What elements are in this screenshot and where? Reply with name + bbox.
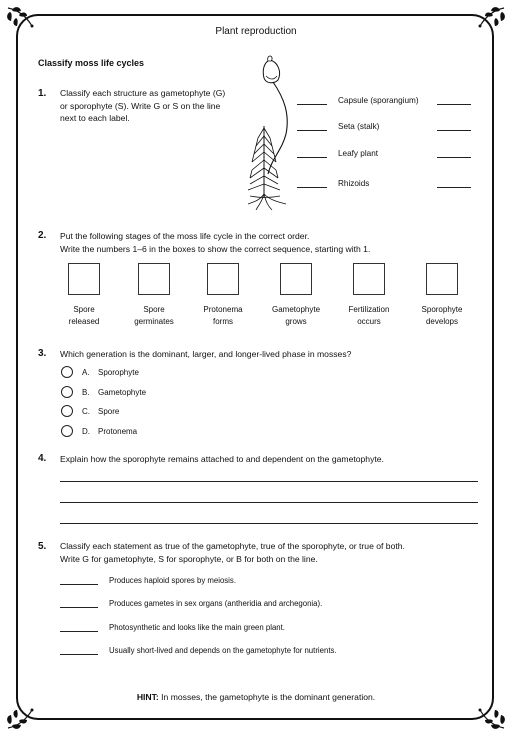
q3-option-letter: B. [82, 388, 90, 397]
stage-label: Fertilization occurs [348, 305, 390, 326]
q1-text: Classify each structure as gametophyte (G) or sporophyte (S). Write G or S on the line next to each label. [60, 88, 226, 123]
q5-answer-line-4[interactable] [60, 654, 98, 655]
section-title: Classify moss life cycles [38, 58, 145, 68]
q3-option-letter: A. [82, 368, 90, 377]
sequence-box-1[interactable] [68, 263, 100, 295]
q3-option-text: Spore [98, 407, 120, 416]
hint [0, 692, 512, 702]
q3-option-b-radio[interactable] [61, 386, 73, 398]
q3-option-c-radio[interactable] [61, 405, 73, 417]
q3-option-text: Sporophyte [98, 368, 139, 377]
sequence-box-6[interactable] [426, 263, 458, 295]
q2-number: 2. [38, 230, 47, 241]
q5-answer-line-1[interactable] [60, 584, 98, 585]
corner-ornament-bottom-left [4, 698, 38, 732]
q1-answer-line-4[interactable] [437, 187, 471, 188]
stage-label: Sporophyte develops [421, 305, 463, 326]
q3-option-d-radio[interactable] [61, 425, 73, 437]
q5-text: Classify each statement as true of the gametophyte, true of the sporophyte, or true of both. Write G for gametophyte, S for sporophyte, or B for both on the line. [60, 541, 405, 564]
q4-answer-line-2[interactable] [60, 502, 478, 503]
stage-label: Spore released [68, 305, 100, 326]
q5-answer-line-2[interactable] [60, 607, 98, 608]
q1-answer-line-left-1[interactable] [297, 104, 327, 105]
q3-option-text: Protonema [98, 427, 138, 436]
q5-statement: Photosynthetic and looks like the main green plant. [109, 623, 285, 632]
page-title: Plant reproduction [215, 26, 297, 37]
q5-answer-line-3[interactable] [60, 631, 98, 632]
q1-answer-line-left-4[interactable] [297, 187, 327, 188]
q4-text: Explain how the sporophyte remains attached to and dependent on the gametophyte. [60, 454, 384, 464]
moss-illustration [240, 54, 300, 214]
q5-statement: Produces haploid spores by meiosis. [109, 576, 236, 585]
q2-text: Put the following stages of the moss life cycle in the correct order. Write the numbers 1–6 in the boxes to show the correct sequence, starting with 1. [60, 231, 371, 254]
q1-answer-line-3[interactable] [437, 157, 471, 158]
q1-answer-line-left-2[interactable] [297, 130, 327, 131]
q3-number: 3. [38, 348, 47, 359]
stage-label: Gametophyte grows [271, 305, 321, 326]
q4-answer-line-1[interactable] [60, 481, 478, 482]
q4-answer-line-3[interactable] [60, 523, 478, 524]
q3-text: Which generation is the dominant, larger, and longer-lived phase in mosses? [60, 349, 352, 359]
sequence-box-5[interactable] [353, 263, 385, 295]
q3-option-letter: D. [82, 427, 90, 436]
q5-number: 5. [38, 541, 47, 552]
q5-statement: Produces gametes in sex organs (antheridia and archegonia). [109, 599, 323, 608]
sequence-box-3[interactable] [207, 263, 239, 295]
sequence-box-4[interactable] [280, 263, 312, 295]
stage-label: Protonema forms [203, 305, 243, 326]
hint-label: HINT: [136, 692, 159, 702]
q3-option-a-radio[interactable] [61, 366, 73, 378]
q1-answer-line-1[interactable] [437, 104, 471, 105]
hint-text: In mosses, the gametophyte is the dominant generation. [158, 692, 376, 702]
sequence-box-2[interactable] [138, 263, 170, 295]
q1-number: 1. [38, 88, 47, 99]
q1-label-rhizoids: Rhizoids [338, 179, 370, 188]
q3-option-text: Gametophyte [98, 388, 147, 397]
q1-answer-line-2[interactable] [437, 130, 471, 131]
q1-label-leafy-plant: Leafy plant [338, 149, 379, 158]
q1-answer-line-left-3[interactable] [297, 157, 327, 158]
q1-label-capsule: Capsule (sporangium) [338, 96, 419, 105]
corner-ornament-bottom-right [474, 698, 508, 732]
q1-label-seta: Seta (stalk) [338, 122, 380, 131]
q3-option-letter: C. [82, 407, 90, 416]
q4-number: 4. [38, 453, 47, 464]
q5-statement: Usually short-lived and depends on the gametophyte for nutrients. [109, 646, 337, 655]
stage-label: Spore germinates [134, 305, 174, 326]
